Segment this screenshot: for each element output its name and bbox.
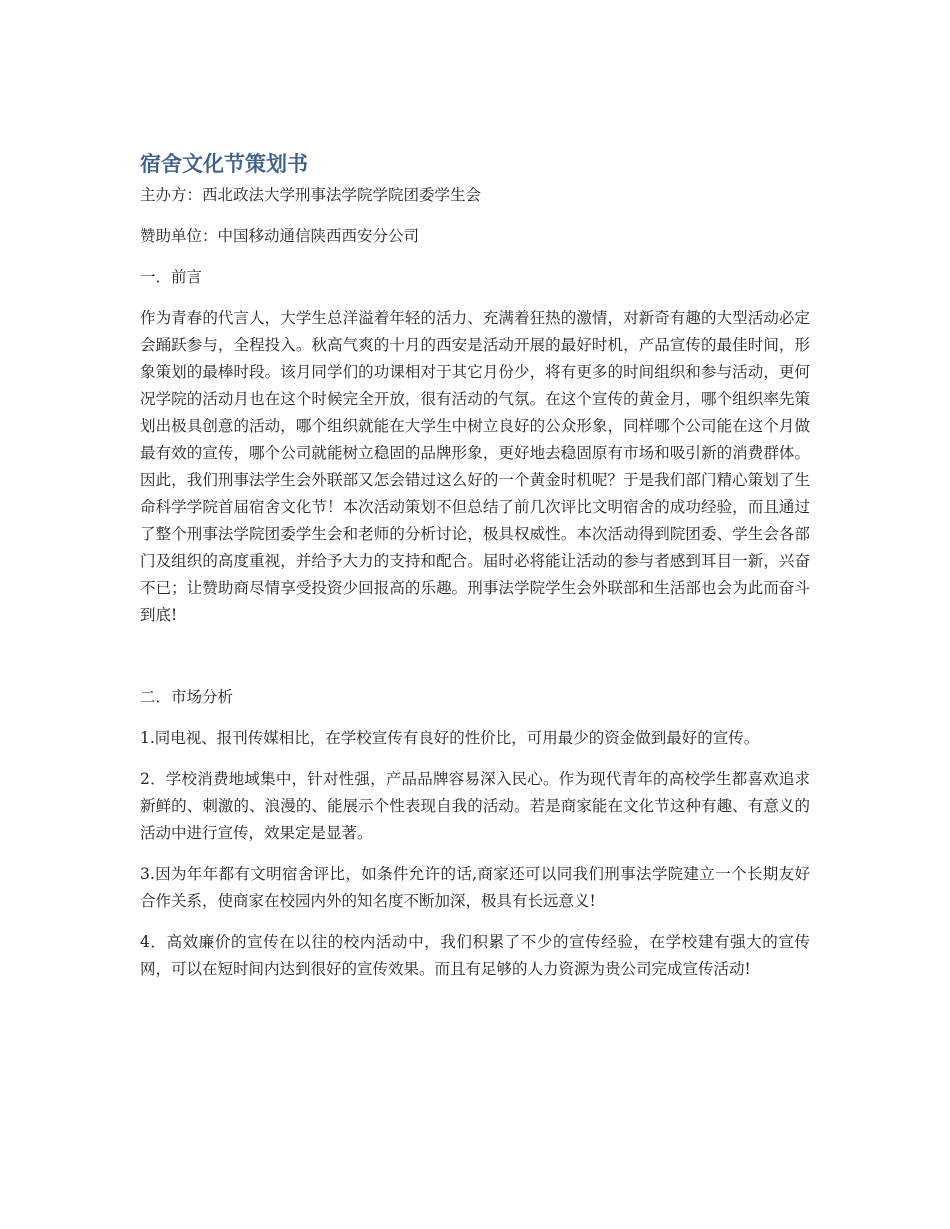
section-heading-preface: 一．前言	[140, 268, 203, 286]
sponsor-line: 赞助单位：中国移动通信陕西西安分公司	[140, 227, 420, 245]
market-analysis-item: 2．学校消费地域集中，针对性强，产品品牌容易深入民心。作为现代青年的高校学生都喜欢追求新鲜的、刺激的、浪漫的、能展示个性表现自我的活动。若是商家能在文化节这种有趣、有意义的活动中进行宣传，效果定是显著。	[140, 770, 810, 842]
preface-paragraph: 作为青春的代言人，大学生总洋溢着年轻的活力、充满着狂热的激情，对新奇有趣的大型活动必定会踊跃参与，全程投入。秋高气爽的十月的西安是活动开展的最好时机，产品宣传的最佳时间，形象策划的最棒时段。该月同学们的功课相对于其它月份少，将有更多的时间组织和参与活动，更何况学院的活动月也在这个时候完全开放，很有活动的气氛。在这个宣传的黄金月，哪个组织率先策划出极具创意的活动，哪个组织就能在大学生中树立良好的公众形象，同样哪个公司能在这个月做最有效的宣传，哪个公司就能树立稳固的品牌形象，更好地去稳固原有市场和吸引新的消费群体。因此，我们刑事法学生会外联部又怎会错过这么好的一个黄金时机呢？于是我们部门精心策划了生命科学学院首届宿舍文化节！本次活动策划不但总结了前几次评比文明宿舍的成功经验，而且通过了整个刑事法学院团委学生会和老师的分析讨论，极具权威性。本次活动得到院团委、学生会各部门及组织的高度重视，并给予大力的支持和配合。届时必将能让活动的参与者感到耳目一新，兴奋不已；让赞助商尽情享受投资少回报高的乐趣。刑事法学院学生会外联部和生活部也会为此而奋斗到底!	[140, 309, 810, 624]
document-page	[140, 150, 810, 997]
market-analysis-item: 3.因为年年都有文明宿舍评比，如条件允许的话,商家还可以同我们刑事法学院建立一个长期友好合作关系，使商家在校园内外的知名度不断加深，极具有长远意义!	[140, 865, 810, 910]
market-analysis-item: 1.同电视、报刊传媒相比，在学校宣传有良好的性价比，可用最少的资金做到最好的宣传。	[140, 729, 760, 747]
market-analysis-item: 4．高效廉价的宣传在以往的校内活动中，我们积累了不少的宣传经验，在学校建有强大的宣传网，可以在短时间内达到很好的宣传效果。而且有足够的人力资源为贵公司完成宣传活动!	[140, 933, 810, 978]
document-title: 宿舍文化节策划书	[140, 152, 308, 176]
host-line: 主办方：西北政法大学刑事法学院学院团委学生会	[140, 186, 482, 204]
section-heading-market-analysis: 二．市场分析	[140, 688, 234, 706]
